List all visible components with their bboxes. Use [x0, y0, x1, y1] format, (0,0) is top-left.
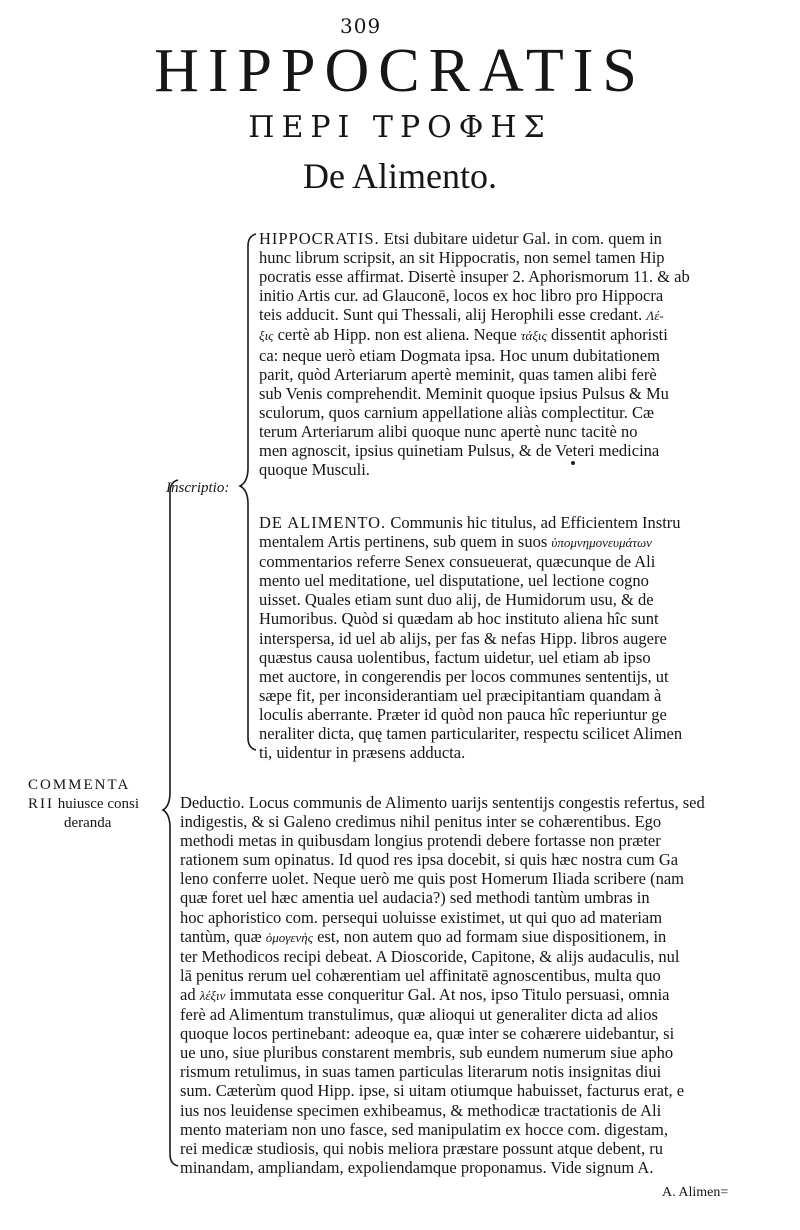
ink-dot [571, 461, 575, 465]
greek-word: τάξις [520, 328, 547, 344]
text-line: rismum retulimus, in suas tamen particulas literarum notis insignitas diui [180, 1062, 662, 1082]
text-line: quæ foret uel hæc amentia uel audacia?) sed methodi tantùm umbras in [180, 888, 650, 908]
text-line: DE ALIMENTO. Communis hic titulus, ad Efficientem Instru [259, 513, 681, 532]
catchword: A. Alimen= [662, 1185, 729, 1200]
main-title: HIPPOCRATIS [154, 37, 646, 105]
text-line: rationem sum opinatus. Id quod res ipsa docebit, si quis hæc nostra cum Ga [180, 850, 679, 870]
text-line: sub Venis comprehendit. Meminit quoque ipsius Pulsus & Mu [259, 383, 669, 403]
text-line: sum. Cæterùm quod Hipp. ipse, si uitam otiumque habuisset, facturus erat, e [180, 1081, 685, 1101]
inscriptio-label: Inscriptio: [166, 480, 230, 496]
text-line: quoque Musculi. [259, 460, 370, 480]
text-line: sæpe fit, per inconsiderantiam uel præcipitantiam quandam à [259, 685, 662, 705]
greek-title: ΠΕΡΙ ΤΡΟΦΗΣ [248, 110, 552, 145]
text-line: ad λέξιν immutata esse conqueritur Gal. At nos, ipso Titulo persuasi, omnia [180, 984, 670, 1004]
text-line: ti, uidentur in præsens adducta. [259, 743, 466, 763]
paragraph-deductio [180, 793, 732, 1177]
text-line: rei medicæ studiosis, qui nobis meliora præstare possunt atque debent, ru [180, 1138, 664, 1158]
text-line: mentalem Artis pertinens, sub quem in suos ὑπομνημονευμάτων [259, 532, 652, 552]
text-line: mento materiam non uno fasce, sed manipulatim ex hocce com. digestam, [180, 1119, 668, 1139]
text-line: sculorum, quos carnium appellatione aliàs complectitur. Cæ [259, 402, 654, 422]
text-line: mento uel meditatione, uel disputatione, uel lectione cogno [259, 571, 649, 591]
greek-word: Λέ- [646, 308, 664, 324]
text-line: ξις certè ab Hipp. non est aliena. Neque τάξις dissentit aphoristi [259, 325, 668, 345]
paragraph-hippocratis [259, 229, 731, 479]
text-line: minandam, ampliandam, expoliendamque proponamus. Vide signum A. [180, 1157, 654, 1177]
greek-word: ὁμογενὴς [265, 929, 313, 945]
text-line: ca: neque uerò etiam Dogmata ipsa. Hoc unum dubitationem [259, 345, 660, 365]
text-line: ius nos leuidense specimen exhibeamus, & methodicæ tractationis de Ali [180, 1100, 662, 1120]
page-number: 309 [340, 14, 382, 38]
text-line: leno conferre uolet. Neque uerò me quis post Homerum Iliada scribere (nam [180, 869, 684, 889]
inscriptio-brace [236, 232, 260, 752]
text-line: quæstus causa uolentibus, factum uidetur, uel etiam ab ipso [259, 647, 651, 667]
text-line: Deductio. Locus communis de Alimento uarijs sententijs congestis refertus, sed [180, 793, 705, 812]
text-line: teis adducit. Sunt qui Thessali, alij Herophili esse credant. Λέ- [259, 305, 664, 325]
text-line: quoque locos pertinebant: adeoque ea, quæ inter se cohærere uidebantur, si [180, 1024, 675, 1044]
greek-word: λέξιν [199, 987, 226, 1003]
greek-word: ξις [259, 328, 274, 344]
text-line: methodi metas in quibusdam longius protendi debere fortasse non præter [180, 831, 661, 851]
sub-title: De Alimento. [303, 156, 497, 196]
text-line: lā penitus rerum uel cohærentiam uel affinitatē agnoscentibus, multa quo [180, 965, 661, 985]
text-line: parit, quòd Arteriarum apertè meminit, quas tamen alibi ferè [259, 364, 657, 384]
paragraph-de-alimento [259, 513, 731, 762]
text-line: tantùm, quæ ὁμογενὴς est, non autem quo ad formam siue dispositionem, in [180, 926, 667, 946]
text-line: hunc librum scripsit, an sit Hippocratis, non semel tamen Hip [259, 248, 665, 268]
text-line: men agnoscit, ipsius quinetiam Pulsus, & de Veteri medicina [259, 441, 660, 461]
text-line: loculis aberrante. Præter id quòd non pauca hîc reperiuntur ge [259, 704, 667, 724]
paragraph-lead: Deductio. [180, 793, 245, 812]
text-line: hoc aphoristico com. persequi uoluisse existimet, ut qui quo ad materiam [180, 907, 663, 927]
text-line: neraliter dicta, quę tamen particulariter, respectu scilicet Alimen [259, 724, 683, 744]
text-line: ferè ad Alimentum transtulimus, quæ alioqui ut generaliter dicta ad alios [180, 1005, 658, 1025]
text-line: initio Artis cur. ad Glauconē, locos ex hoc libro pro Hippocra [259, 286, 664, 306]
text-line: indigestis, & si Galeno credimus nihil penitus inter se cohærentibus. Ego [180, 812, 662, 832]
commentarii-brace [160, 478, 182, 1168]
text-line: ue uno, siue pluribus constarent membris, sub eundem numerum siue apho [180, 1043, 674, 1063]
text-line: met auctore, in congerendis per locos communes sententijs, ut [259, 666, 669, 686]
commentarii-label: COMMENTA RII huiusce consi deranda [28, 777, 139, 831]
text-line: ter Methodicos recipi debeat. A Dioscoride, Capitone, & alijs audaculis, nul [180, 946, 680, 966]
text-line: interspersa, id uel ab alijs, per fas & nefas Hipp. libros augere [259, 628, 667, 648]
text-line: HIPPOCRATIS. Etsi dubitare uidetur Gal. in com. quem in [259, 229, 662, 248]
greek-word: ὑπομνημονευμάτων [551, 535, 652, 551]
paragraph-lead: HIPPOCRATIS. [259, 229, 380, 248]
text-line: commentarios referre Senex consueuerat, quæcunque de Ali [259, 552, 656, 572]
text-line: terum Arteriarum alibi quoque nunc apertè nunc tacitè no [259, 421, 638, 441]
text-line: Humoribus. Quòd si quædam ab hoc instituto aliena hîc sunt [259, 609, 659, 629]
text-line: pocratis esse affirmat. Disertè insuper 2. Aphorismorum 11. & ab [259, 267, 690, 287]
text-line: uisset. Quales etiam sunt duo alij, de Humidorum usu, & de [259, 590, 654, 610]
paragraph-lead: DE ALIMENTO. [259, 513, 387, 532]
